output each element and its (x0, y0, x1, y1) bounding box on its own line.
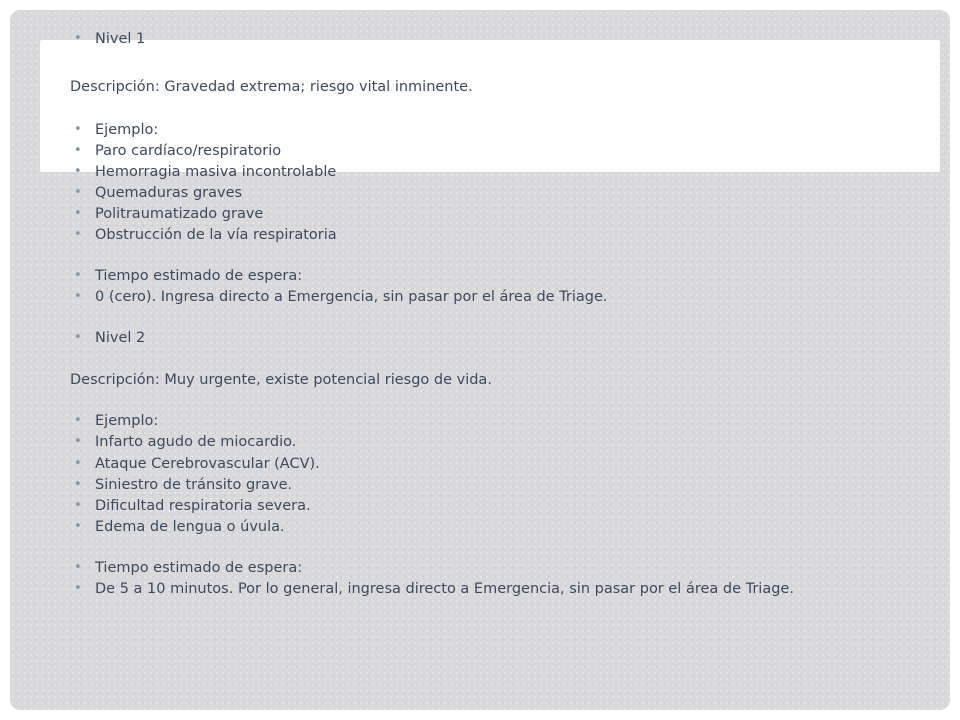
bullet-example-item: • Infarto agudo de miocardio. (95, 432, 296, 452)
bullet-nivel-1: • Nivel 1 (95, 29, 145, 49)
bullet-example-item: • Politraumatizado grave (95, 204, 263, 224)
bullet-wait-time-value-2: • De 5 a 10 minutos. Por lo general, ingresa directo a Emergencia, sin pasar por el área de Triage. (95, 579, 794, 599)
bullet-wait-time-value-1: • 0 (cero). Ingresa directo a Emergencia, sin pasar por el área de Triage. (95, 287, 608, 307)
bullet-wait-time-label-2: • Tiempo estimado de espera: (95, 558, 302, 578)
bullet-ejemplo-2: • Ejemplo: (95, 411, 158, 431)
description-nivel-1: Descripción: Gravedad extrema; riesgo vital inminente. (70, 79, 473, 95)
bullet-example-item: • Edema de lengua o úvula. (95, 517, 285, 537)
bullet-ejemplo-1: • Ejemplo: (95, 120, 158, 140)
bullet-example-item: • Dificultad respiratoria severa. (95, 496, 311, 516)
bullet-example-item: • Obstrucción de la vía respiratoria (95, 225, 337, 245)
bullet-example-item: • Siniestro de tránsito grave. (95, 475, 292, 495)
bullet-example-item: • Hemorragia masiva incontrolable (95, 162, 336, 182)
bullet-example-item: • Quemaduras graves (95, 183, 242, 203)
bullet-wait-time-label-1: • Tiempo estimado de espera: (95, 266, 302, 286)
bullet-nivel-2: • Nivel 2 (95, 328, 145, 348)
slide-background (10, 10, 950, 710)
bullet-example-item: • Ataque Cerebrovascular (ACV). (95, 454, 320, 474)
bullet-example-item: • Paro cardíaco/respiratorio (95, 141, 281, 161)
description-nivel-2: Descripción: Muy urgente, existe potencial riesgo de vida. (70, 372, 492, 388)
